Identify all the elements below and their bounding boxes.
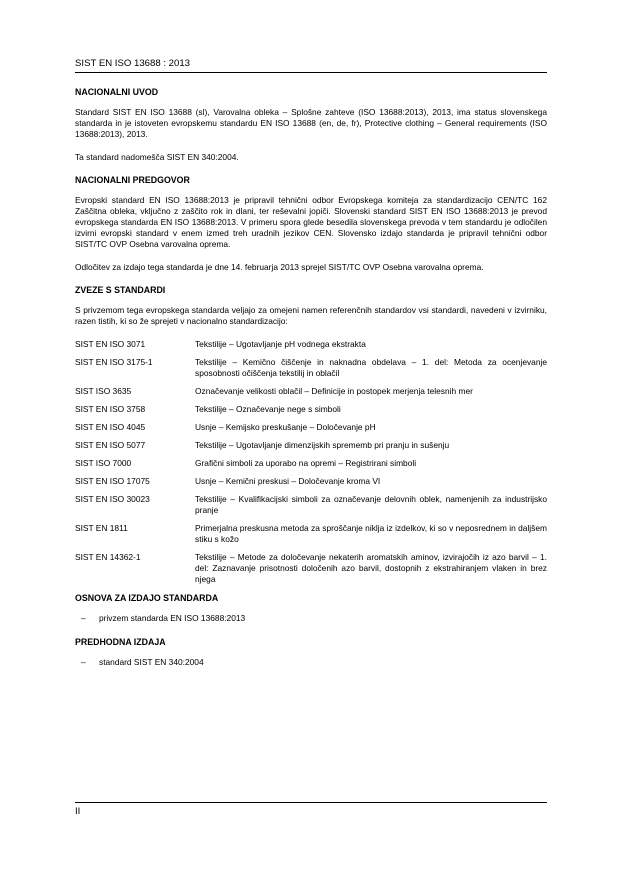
page-header (75, 58, 547, 73)
reference-title: Označevanje velikosti oblačil – Definicije in postopek merjenja telesnih mer (195, 386, 473, 396)
reference-code: SIST ISO 3635 (75, 386, 132, 396)
section-predhodna-izdaja (75, 637, 547, 668)
reference-title: Grafični simboli za uporabo na opremi – Registrirani simboli (195, 458, 417, 468)
list-item (75, 613, 547, 624)
osnova-item: privzem standarda EN ISO 13688:2013 (99, 613, 246, 623)
page-footer (75, 802, 547, 817)
reference-title: Primerjalna preskusna metoda za sproščanje niklja iz izdelkov, ki so v neposrednem in daljšem stiku s kožo (195, 523, 547, 544)
heading-nacionalni-uvod: NACIONALNI UVOD (75, 87, 159, 97)
dash-bullet: – (81, 613, 86, 623)
reference-row (75, 552, 547, 585)
reference-row (75, 494, 547, 516)
list-item (75, 657, 547, 668)
reference-row (75, 422, 547, 433)
document-body (75, 87, 547, 681)
zveze-intro: S privzemom tega evropskega standarda veljajo za omejeni namen referenčnih standardov vsi standardi, navedeni v izvirniku, razen tistih, ki so že sprejeti v nacionalno standardizacijo: (75, 305, 547, 326)
section-nacionalni-uvod (75, 87, 547, 163)
reference-code: SIST EN ISO 3758 (75, 404, 146, 414)
section-osnova-za-izdajo (75, 593, 547, 624)
reference-title: Usnje – Kemični preskusi – Določevanje kroma VI (195, 476, 381, 486)
reference-row (75, 339, 547, 350)
dash-bullet: – (81, 657, 86, 667)
reference-title: Tekstilije – Označevanje nege s simboli (195, 404, 341, 414)
reference-title: Tekstilije – Ugotavljanje dimenzijskih sprememb pri pranju in sušenju (195, 440, 450, 450)
reference-code: SIST EN ISO 3071 (75, 339, 146, 349)
reference-code: SIST EN 1811 (75, 523, 128, 533)
reference-code: SIST EN ISO 3175-1 (75, 357, 153, 367)
reference-code: SIST EN 14362-1 (75, 552, 141, 562)
reference-code: SIST EN ISO 4045 (75, 422, 146, 432)
section-nacionalni-predgovor (75, 175, 547, 273)
reference-row (75, 440, 547, 451)
reference-title: Tekstilije – Kemično čiščenje in naknadna obdelava – 1. del: Metoda za ocenjevanje sposobnosti očiščenja tekstilij in oblačil (195, 357, 547, 378)
predgovor-paragraph-2: Odločitev za izdajo tega standarda je dne 14. februarja 2013 sprejel SIST/TC OVP Osebna varovalna oprema. (75, 262, 484, 272)
predhodna-item: standard SIST EN 340:2004 (99, 657, 204, 667)
reference-code: SIST EN ISO 17075 (75, 476, 150, 486)
reference-title: Usnje – Kemijsko preskušanje – Določevanje pH (195, 422, 376, 432)
section-zveze-s-standardi (75, 285, 547, 585)
heading-nacionalni-predgovor: NACIONALNI PREDGOVOR (75, 175, 190, 185)
header-text: SIST EN ISO 13688 : 2013 (75, 58, 191, 69)
reference-code: SIST EN ISO 30023 (75, 494, 150, 504)
reference-title: Tekstilije – Kvalifikacijski simboli za označevanje delovnih oblek, namenjenih za industrijsko pranje (195, 494, 547, 515)
page-number: II (75, 806, 81, 817)
reference-title: Tekstilije – Metode za določevanje nekaterih aromatskih aminov, izvirajočih iz azo barvil – 1. del: Zaznavanje prisotnosti določenih azo barvil, dostopnih z ekstrahiranjem vlaken in brez njega (195, 552, 547, 584)
heading-osnova-za-izdajo: OSNOVA ZA IZDAJO STANDARDA (75, 593, 219, 603)
reference-row (75, 404, 547, 415)
reference-row (75, 458, 547, 469)
heading-zveze-s-standardi: ZVEZE S STANDARDI (75, 285, 166, 295)
reference-row (75, 476, 547, 487)
reference-code: SIST EN ISO 5077 (75, 440, 146, 450)
reference-list (75, 339, 547, 585)
predgovor-paragraph-1: Evropski standard EN ISO 13688:2013 je pripravil tehnični odbor Evropskega komiteja za standardizacijo CEN/TC 162 Zaščitna obleka, vključno z zaščito rok in dlani, ter reševalni jopiči. Slovenski standard SIST EN ISO 13688:2013 je prevod evropskega standarda EN ISO 13688:2013. V primeru spora glede besedila slovenskega prevoda v tem standardu je odločilen izvirni evropski standard v enem izmed treh uradnih jezikov CEN. Slovensko izdajo standarda je pripravil tehnični odbor SIST/TC OVP Osebna varovalna oprema. (75, 195, 547, 249)
reference-row (75, 386, 547, 397)
heading-predhodna-izdaja: PREDHODNA IZDAJA (75, 637, 166, 647)
uvod-paragraph-2: Ta standard nadomešča SIST EN 340:2004. (75, 152, 239, 162)
reference-row (75, 523, 547, 545)
reference-code: SIST ISO 7000 (75, 458, 132, 468)
uvod-paragraph-1: Standard SIST EN ISO 13688 (sl), Varovalna obleka – Splošne zahteve (ISO 13688:2013), 2013, ima status slovenskega standarda in je istoveten evropskemu standardu EN ISO 13688 (en, de, fr), Protective clothing – General requirements (ISO 13688:2013), 2013. (75, 107, 547, 139)
reference-title: Tekstilije – Ugotavljanje pH vodnega ekstrakta (195, 339, 366, 349)
reference-row (75, 357, 547, 379)
